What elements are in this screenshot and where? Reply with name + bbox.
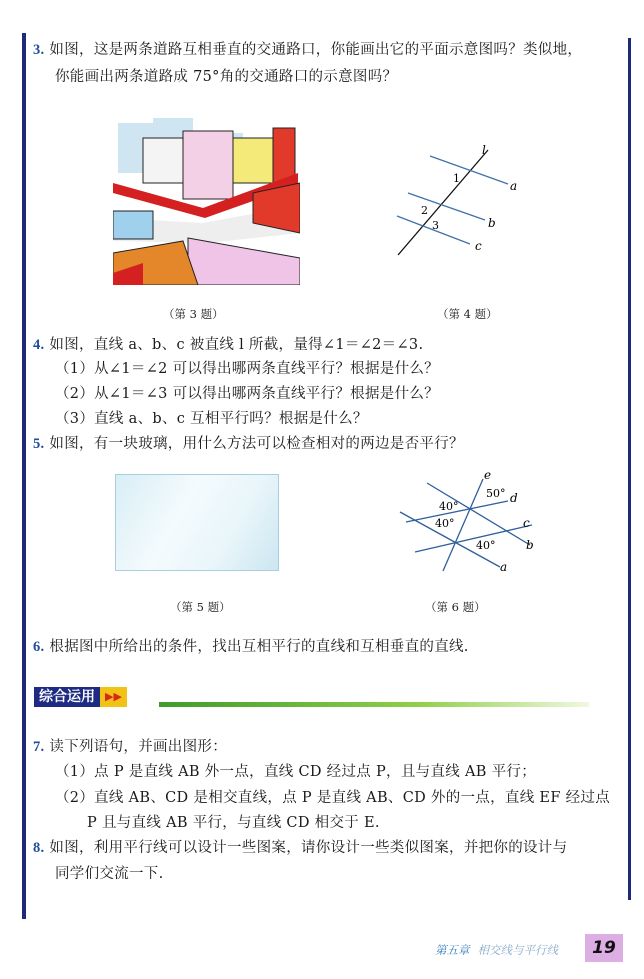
svg-text:50°: 50° [486, 487, 506, 500]
double-arrow-icon: ▶▶ [100, 687, 127, 707]
section-header [34, 687, 127, 707]
figure-6-angle-lines [380, 465, 580, 585]
question-5: 5. 如图，有一块玻璃，用什么方法可以检查相对的两边是否平行？ [33, 436, 464, 452]
caption-fig5: （第 5 题） [170, 600, 231, 614]
section-rule [159, 702, 589, 707]
question-8-line2: 同学们交流一下. [55, 866, 164, 882]
svg-text:3: 3 [432, 219, 439, 232]
right-border [628, 38, 631, 900]
svg-text:a: a [500, 560, 508, 574]
svg-text:40°: 40° [435, 517, 455, 530]
left-border [22, 33, 26, 919]
figure-4-parallel-lines [370, 130, 550, 260]
question-4-sub3: （3）直线 a、b、c 互相平行吗？根据是什么？ [55, 411, 368, 427]
question-4-sub2: （2）从∠1＝∠3 可以得出哪两条直线平行？根据是什么？ [55, 386, 439, 402]
caption-fig6: （第 6 题） [425, 600, 486, 614]
question-7: 7. 读下列语句，并画出图形： [33, 739, 228, 755]
chapter-footer: 第五章 相交线与平行线 [435, 943, 558, 957]
svg-text:e: e [484, 468, 492, 482]
question-4-sub1: （1）从∠1＝∠2 可以得出哪两条直线平行？根据是什么？ [55, 361, 439, 377]
question-3-line1: 3. 如图，这是两条道路互相垂直的交通路口，你能画出它的平面示意图吗？类似地， [33, 42, 583, 58]
page-number: 19 [585, 934, 623, 962]
section-label: 综合运用 [34, 687, 100, 707]
svg-text:b: b [488, 216, 496, 230]
svg-text:40°: 40° [476, 539, 496, 552]
svg-text:l: l [482, 143, 486, 157]
svg-text:d: d [510, 491, 518, 505]
caption-fig3: （第 3 题） [163, 307, 224, 321]
glass-pane-figure [115, 474, 279, 571]
question-3-line2: 你能画出两条道路成 75°角的交通路口的示意图吗？ [55, 69, 398, 85]
question-7-sub2b: P 且与直线 AB 平行，与直线 CD 相交于 E. [87, 815, 380, 831]
question-7-sub2a: （2）直线 AB、CD 是相交直线，点 P 是直线 AB、CD 外的一点，直线 EF 经过点 [55, 790, 610, 806]
intersection-illustration [113, 113, 300, 285]
question-7-sub1: （1）点 P 是直线 AB 外一点，直线 CD 经过点 P，且与直线 AB 平行； [55, 764, 536, 780]
question-4: 4. 如图，直线 a、b、c 被直线 l 所截，量得∠1＝∠2＝∠3. [33, 337, 424, 353]
svg-text:b: b [526, 538, 534, 552]
caption-fig4: （第 4 题） [437, 307, 498, 321]
question-8-line1: 8. 如图，利用平行线可以设计一些图案，请你设计一些类似图案，并把你的设计与 [33, 840, 568, 856]
svg-text:1: 1 [453, 172, 460, 185]
svg-text:c: c [475, 239, 482, 253]
svg-text:2: 2 [421, 204, 428, 217]
svg-text:a: a [510, 179, 518, 193]
svg-text:c: c [523, 516, 530, 530]
svg-text:40°: 40° [439, 500, 459, 513]
question-6: 6. 根据图中所给出的条件，找出互相平行的直线和互相垂直的直线. [33, 639, 469, 655]
